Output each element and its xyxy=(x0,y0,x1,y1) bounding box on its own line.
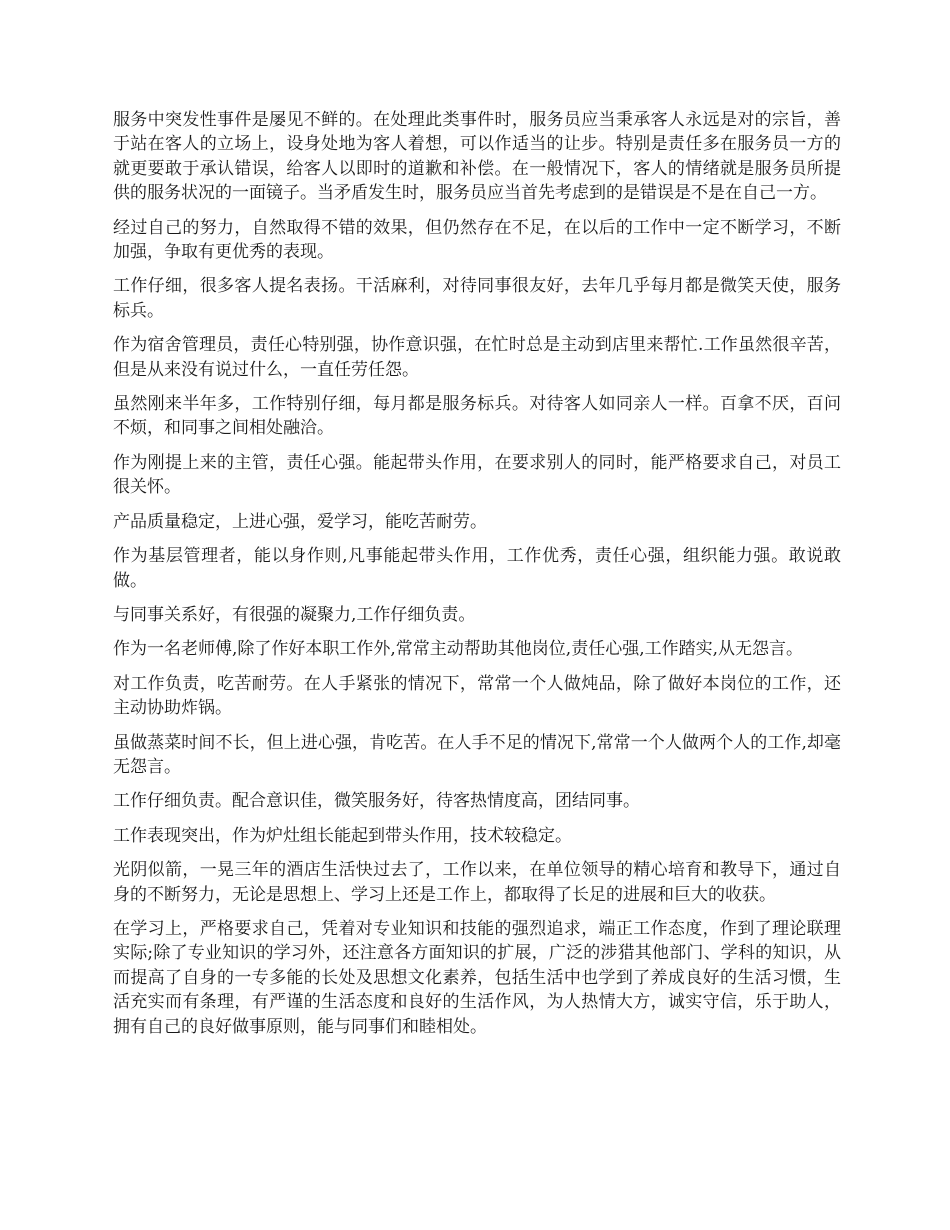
paragraph: 作为基层管理者，能以身作则,凡事能起带头作用，工作优秀，责任心强，组织能力强。敢说敢做。 xyxy=(113,546,841,591)
paragraph: 虽做蒸菜时间不长，但上进心强，肯吃苦。在人手不足的情况下,常常一个人做两个人的工作,却毫无怨言。 xyxy=(113,732,841,777)
paragraph: 作为刚提上来的主管，责任心强。能起带头作用，在要求别人的同时，能严格要求自己，对员工很关怀。 xyxy=(113,452,841,498)
paragraph: 光阴似箭，一晃三年的酒店生活快过去了，工作以来，在单位领导的精心培育和教导下，通过自身的不断努力，无论是思想上、学习上还是工作上，都取得了长足的进展和巨大的收获。 xyxy=(113,860,841,905)
paragraph: 工作仔细负责。配合意识佳，微笑服务好，待客热情度高，团结同事。 xyxy=(113,791,640,812)
paragraph: 产品质量稳定，上进心强，爱学习，能吃苦耐劳。 xyxy=(113,511,487,532)
paragraph: 与同事关系好，有很强的凝聚力,工作仔细负责。 xyxy=(113,604,476,625)
paragraph: 服务中突发性事件是屡见不鲜的。在处理此类事件时，服务员应当秉承客人永远是对的宗旨，善于站在客人的立场上，设身处地为客人着想，可以作适当的让步。特别是责任多在服务员一方的就更要敢于承认错误，给客人以即时的道歉和补偿。在一般情况下，客人的情绪就是服务员所提供的服务状况的一面镜子。当矛盾发生时，服务员应当首先考虑到的是错误是不是在自己一方。 xyxy=(113,110,841,204)
paragraph: 虽然刚来半年多，工作特别仔细，每月都是服务标兵。对待客人如同亲人一样。百拿不厌，百问不烦，和同事之间相处融洽。 xyxy=(113,394,841,439)
paragraph: 在学习上，严格要求自己，凭着对专业知识和技能的强烈追求，端正工作态度，作到了理论联理实际;除了专业知识的学习外，还注意各方面知识的扩展，广泛的涉猎其他部门、学科的知识，从而提高了自身的一专多能的长处及思想文化素养，包括生活中也学到了养成良好的生活习惯，生活充实而有条理，有严谨的生活态度和良好的生活作风，为人热情大方，诚实守信，乐于助人，拥有自己的良好做事原则，能与同事们和睦相处。 xyxy=(113,918,841,1037)
paragraph: 工作表现突出，作为炉灶组长能起到带头作用，技术较稳定。 xyxy=(113,825,572,846)
document-body xyxy=(113,108,841,1049)
paragraph: 作为一名老师傅,除了作好本职工作外,常常主动帮助其他岗位,责任心强,工作踏实,从无怨言。 xyxy=(113,639,804,660)
paragraph: 作为宿舍管理员，责任心特别强，协作意识强，在忙时总是主动到店里来帮忙.工作虽然很辛苦，但是从来没有说过什么，一直任劳任怨。 xyxy=(113,335,841,380)
paragraph: 经过自己的努力，自然取得不错的效果，但仍然存在不足，在以后的工作中一定不断学习，不断加强，争取有更优秀的表现。 xyxy=(113,217,841,263)
paragraph: 工作仔细，很多客人提名表扬。干活麻利，对待同事很友好，去年几乎每月都是微笑天使，服务标兵。 xyxy=(113,276,841,321)
paragraph: 对工作负责，吃苦耐劳。在人手紧张的情况下，常常一个人做炖品，除了做好本岗位的工作，还主动协助炸锅。 xyxy=(113,673,841,719)
